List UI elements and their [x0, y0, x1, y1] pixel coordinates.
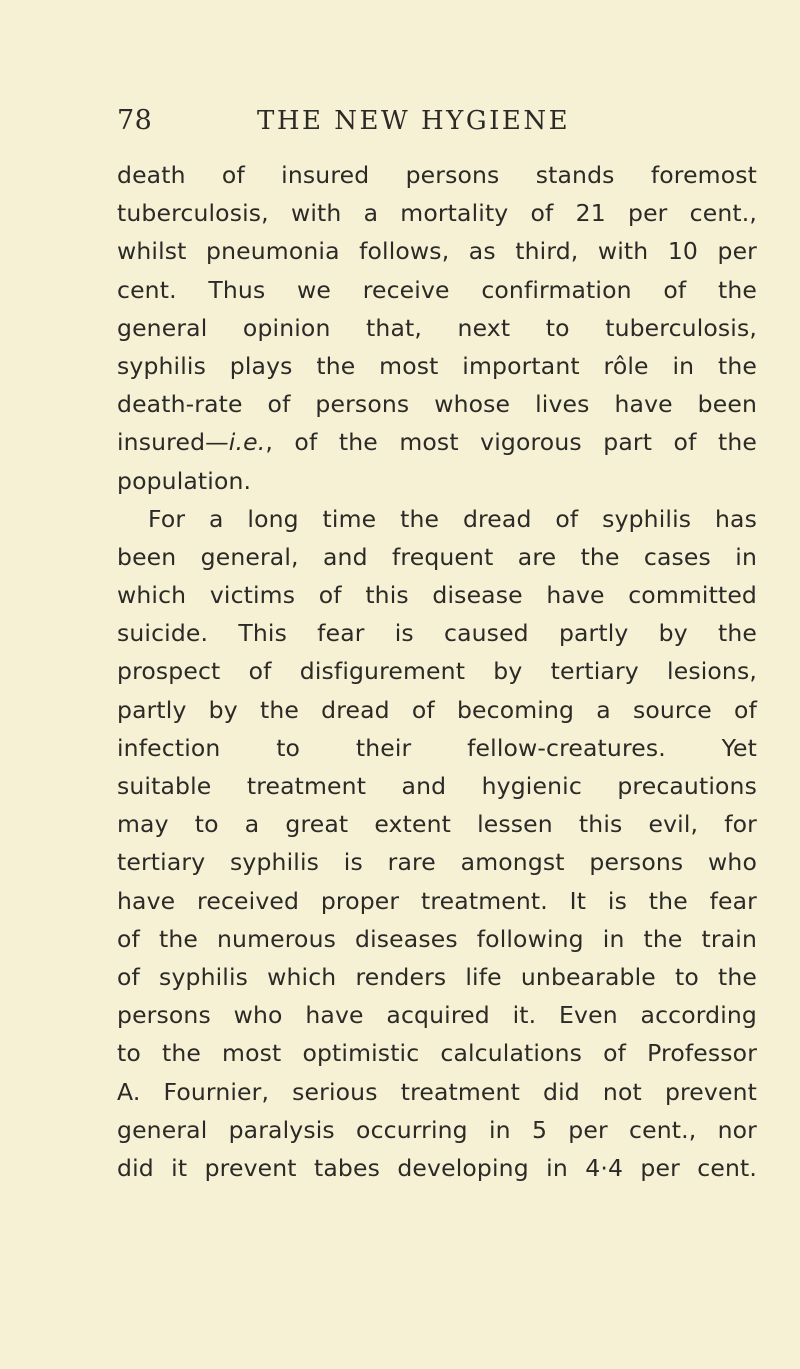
- text-line: tuberculosis, with a mortality of 21 per cent.,: [117, 199, 757, 228]
- page-number: 78: [117, 105, 153, 136]
- text-line: to the most optimistic calculations of Professor: [117, 1039, 757, 1068]
- text-line: of the numerous diseases following in the train: [117, 924, 757, 953]
- text-line: infection to their fellow-creatures. Yet: [117, 733, 757, 762]
- text-line: cent. Thus we receive confirmation of the: [117, 275, 757, 304]
- text-line: persons who have acquired it. Even according: [117, 1001, 757, 1030]
- text-line: suicide. This fear is caused partly by the: [117, 619, 757, 648]
- text-line: suitable treatment and hygienic precautions: [117, 772, 757, 800]
- text-line: did it prevent tabes developing in 4·4 per cent.: [117, 1153, 757, 1182]
- body-text: [117, 156, 757, 1187]
- text-line: which victims of this disease have committed: [117, 581, 757, 610]
- italic-abbreviation: i.e.: [228, 428, 266, 457]
- running-title: THE NEW HYGIENE: [257, 106, 571, 136]
- text-line: prospect of disfigurement by tertiary lesions,: [117, 657, 757, 686]
- text-line: general opinion that, next to tuberculosis,: [117, 313, 757, 342]
- text-line: A. Fournier, serious treatment did not prevent: [117, 1077, 757, 1106]
- text-line: [117, 423, 757, 461]
- text-line: been general, and frequent are the cases in: [117, 542, 757, 571]
- text-run: insured—: [117, 428, 229, 457]
- text-line: death of insured persons stands foremost: [117, 161, 757, 189]
- running-head: [117, 100, 767, 142]
- text-line: syphilis plays the most important rôle in the: [117, 351, 757, 380]
- text-line: tertiary syphilis is rare amongst persons who: [117, 848, 757, 877]
- text-line: have received proper treatment. It is the fear: [117, 886, 757, 915]
- text-run: , of the most vigorous part of the: [265, 428, 757, 457]
- text-line: population.: [117, 466, 252, 495]
- text-line: For a long time the dread of syphilis has: [148, 504, 757, 533]
- text-line: may to a great extent lessen this evil, for: [117, 810, 757, 839]
- text-line: general paralysis occurring in 5 per cent., nor: [117, 1115, 757, 1144]
- text-line: of syphilis which renders life unbearable to the: [117, 962, 757, 991]
- text-line: partly by the dread of becoming a source of: [117, 695, 757, 724]
- text-line: whilst pneumonia follows, as third, with 10 per: [117, 237, 757, 266]
- text-line: death-rate of persons whose lives have been: [117, 390, 757, 419]
